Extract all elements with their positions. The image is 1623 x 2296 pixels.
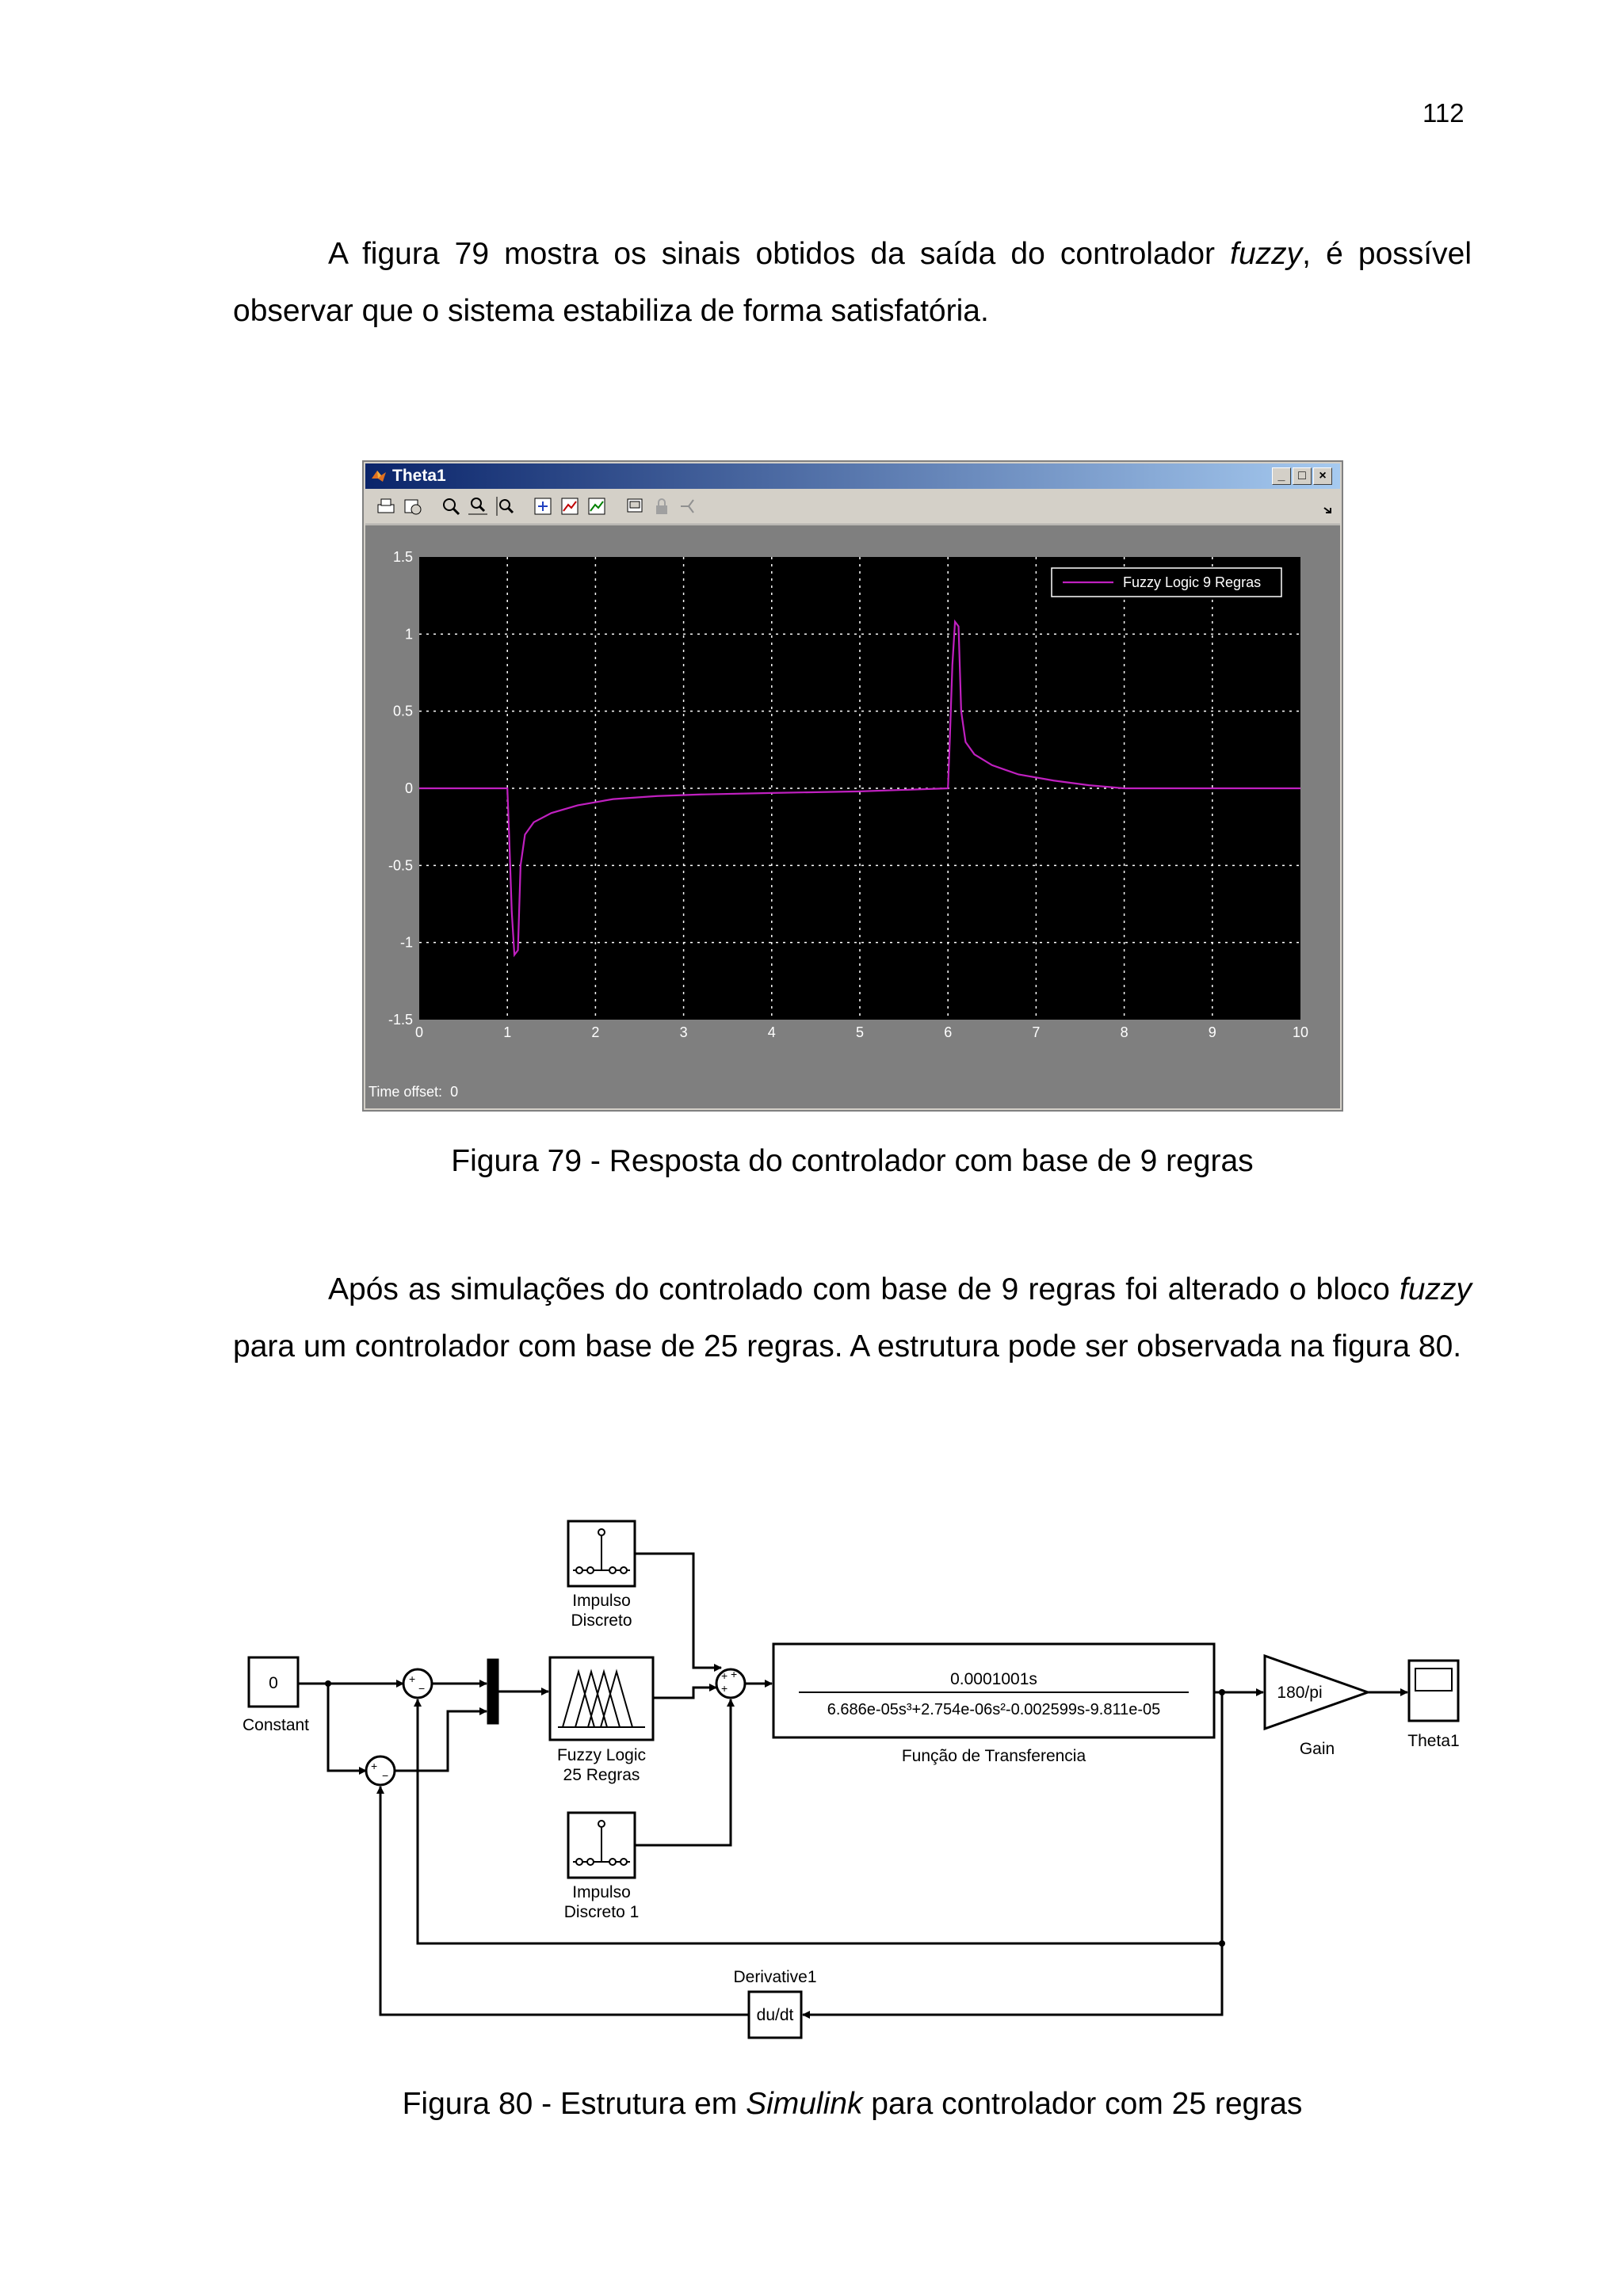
simulink-diagram: [230, 1505, 1482, 2060]
minimize-button[interactable]: _: [1272, 467, 1291, 485]
x-tick-label: 0: [414, 1024, 424, 1040]
parameters-icon[interactable]: [402, 495, 424, 517]
time-offset-value: 0: [450, 1084, 459, 1100]
wire-sum2-mux: [395, 1711, 487, 1771]
wire-constant-sum2: [328, 1684, 366, 1771]
signal-selection-icon[interactable]: [678, 495, 700, 517]
tf-label: Função de Transferencia: [901, 1747, 1086, 1765]
x-tick-label: 2: [591, 1024, 600, 1040]
time-offset-label: Time offset:: [369, 1084, 443, 1100]
impulso-discreto-1-label-1: Impulso: [572, 1883, 631, 1901]
junction-feedback: [1219, 1689, 1225, 1695]
mux-block[interactable]: [488, 1660, 498, 1723]
x-tick-label: 7: [1032, 1024, 1041, 1040]
svg-text:+: +: [731, 1668, 738, 1680]
svg-text:+: +: [721, 1669, 728, 1682]
fuzzy-label-1: Fuzzy Logic: [556, 1746, 647, 1764]
paragraph-2: [233, 1261, 1472, 1375]
sum1-block[interactable]: [403, 1669, 432, 1698]
y-tick-label: 0.5: [392, 703, 413, 719]
y-tick-label: 0: [404, 780, 413, 796]
x-tick-label: 1: [503, 1024, 512, 1040]
figure-80-caption: [233, 2087, 1472, 2122]
y-tick-label: 1.5: [392, 549, 413, 565]
paragraph-2-text-a: Após as simulações do controlado com base de 9 regras foi alterado o bloco: [328, 1272, 1400, 1306]
time-offset: [369, 1084, 458, 1100]
lock-icon[interactable]: [651, 495, 673, 517]
scope-window: [362, 460, 1343, 1112]
x-tick-label: 3: [679, 1024, 688, 1040]
page-number: 112: [1423, 98, 1465, 128]
matlab-icon: [370, 467, 388, 485]
paragraph-1-text-b: , é possível observar que o sistema estabiliza de forma satisfatória.: [233, 237, 1472, 328]
paragraph-1: [233, 226, 1472, 340]
y-tick-label: -1: [399, 934, 413, 951]
figure-80-caption-b: para controlador com 25 regras: [862, 2087, 1303, 2121]
print-icon[interactable]: [375, 495, 397, 517]
maximize-button[interactable]: □: [1293, 467, 1312, 485]
svg-text:−: −: [418, 1682, 426, 1695]
dock-arrow-icon[interactable]: [1321, 495, 1335, 517]
x-tick-label: 6: [944, 1024, 953, 1040]
close-button[interactable]: ×: [1313, 467, 1332, 485]
autoscale-icon[interactable]: [532, 495, 554, 517]
impulso-discreto-label-1: Impulso: [572, 1592, 631, 1610]
legend-label: Fuzzy Logic 9 Regras: [1123, 574, 1262, 590]
svg-text:+: +: [409, 1672, 416, 1685]
zoom-icon[interactable]: [440, 495, 462, 517]
transfer-function-block[interactable]: [773, 1644, 1214, 1737]
scope-titlebar: [365, 463, 1340, 489]
paragraph-2-text-b: para um controlador com base de 25 regras. A estrutura pode ser observada na figura 80.: [233, 1329, 1462, 1363]
x-tick-label: 9: [1208, 1024, 1216, 1040]
junction-constant: [325, 1680, 331, 1687]
scope-toolbar: [365, 489, 1340, 524]
wire-fuzzy-sum3: [653, 1688, 716, 1698]
paragraph-2-italic: fuzzy: [1399, 1272, 1472, 1306]
svg-text:−: −: [382, 1769, 389, 1782]
x-tick-label: 4: [767, 1024, 776, 1040]
floating-scope-icon[interactable]: [624, 495, 646, 517]
x-tick-label: 5: [855, 1024, 865, 1040]
save-axes-icon[interactable]: [559, 495, 581, 517]
wire-impulso-sum3: [635, 1554, 721, 1668]
y-tick-label: 1: [404, 626, 413, 643]
constant-label: Constant: [242, 1716, 310, 1734]
scope-chart: [365, 525, 1343, 1110]
scope-title: Theta1: [392, 467, 446, 485]
figure-80-caption-italic: Simulink: [746, 2087, 863, 2121]
tf-denominator: 6.686e-05s³+2.754e-06s²-0.002599s-9.811e-05: [827, 1701, 1161, 1718]
derivative-label: Derivative1: [733, 1968, 817, 1986]
derivative-value: du/dt: [756, 2006, 794, 2024]
y-tick-label: -1.5: [388, 1012, 413, 1028]
wire-tf-derivative: [803, 1943, 1222, 2015]
restore-axes-icon[interactable]: [586, 495, 608, 517]
theta1-label: Theta1: [1407, 1732, 1460, 1750]
svg-text:+: +: [721, 1682, 728, 1695]
wire-derivative-sum2: [380, 1787, 749, 2015]
zoom-x-icon[interactable]: [467, 495, 489, 517]
x-tick-label: 10: [1292, 1024, 1309, 1040]
junction-derivative: [1219, 1940, 1225, 1947]
x-tick-label: 8: [1120, 1024, 1128, 1040]
paragraph-1-text-a: A figura 79 mostra os sinais obtidos da saída do controlador: [328, 237, 1231, 271]
impulso-discreto-label-2: Discreto: [571, 1611, 632, 1630]
scope-plot-area: [365, 525, 1340, 1108]
impulso-discreto-1-label-2: Discreto 1: [563, 1903, 640, 1921]
figure-79-caption: Figura 79 - Resposta do controlador com base de 9 regras: [451, 1144, 1254, 1178]
gain-label: Gain: [1299, 1740, 1335, 1758]
figure-80-caption-a: Figura 80 - Estrutura em: [402, 2087, 747, 2121]
zoom-y-icon[interactable]: [494, 495, 516, 517]
tf-numerator: 0.0001001s: [950, 1670, 1037, 1688]
constant-value: 0: [269, 1674, 278, 1692]
gain-value: 180/pi: [1277, 1684, 1323, 1702]
fuzzy-label-2: 25 Regras: [563, 1766, 640, 1784]
paragraph-1-italic: fuzzy: [1230, 237, 1303, 271]
y-tick-label: -0.5: [388, 857, 413, 874]
svg-text:+: +: [371, 1760, 378, 1772]
